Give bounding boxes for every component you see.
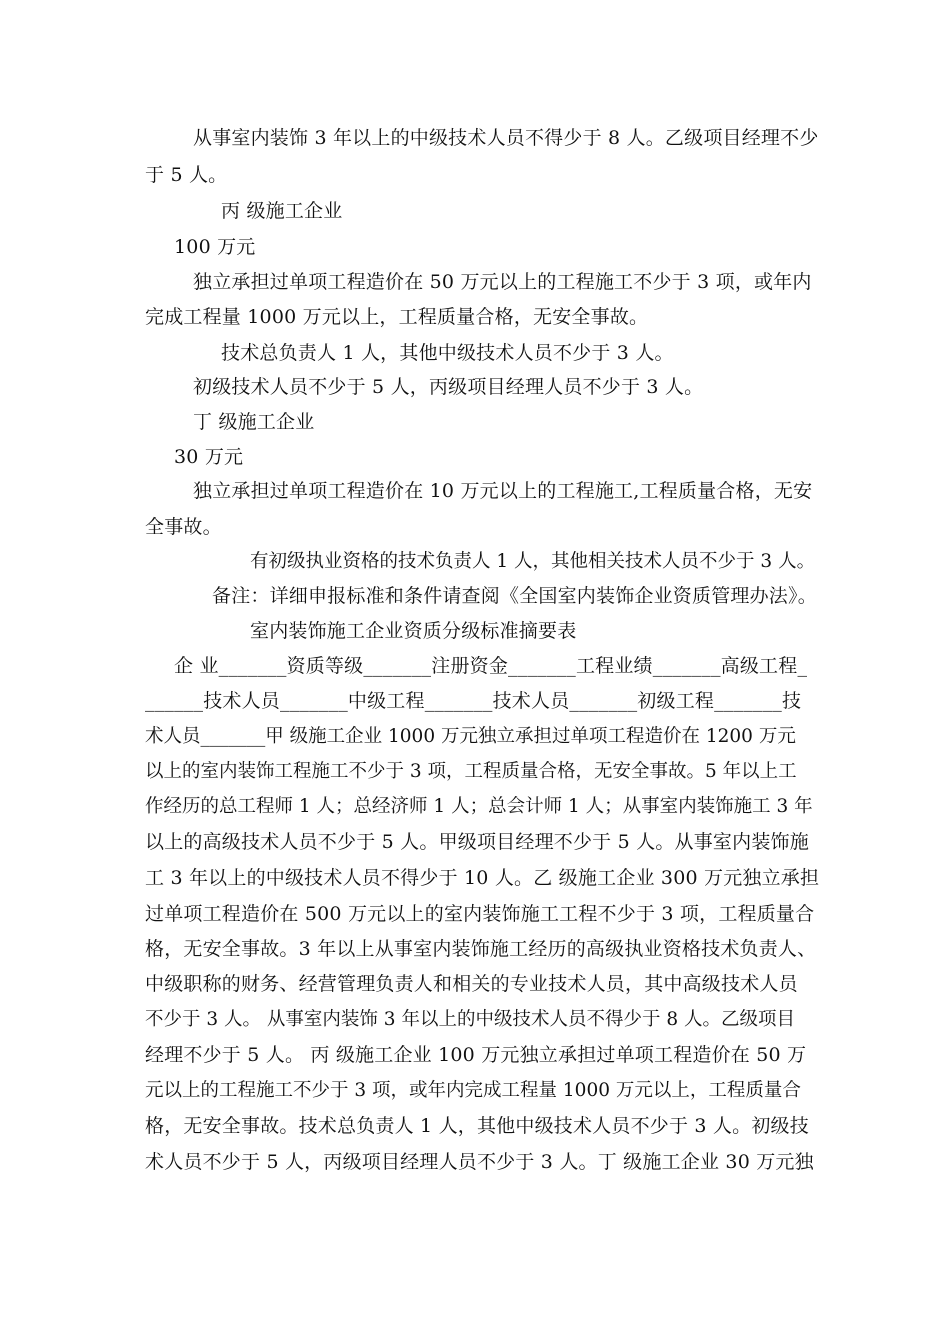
text-line: 不少于 3 人。 从事室内装饰 3 年以上的中级技术人员不得少于 8 人。乙级项目 — [145, 1009, 795, 1030]
text-line: 初级技术人员不少于 5 人，丙级项目经理人员不少于 3 人。 — [193, 376, 704, 398]
text-line: 以上的高级技术人员不少于 5 人。甲级项目经理不少于 5 人。从事室内装饰施 — [145, 831, 809, 853]
text-line: 过单项工程造价在 500 万元以上的室内装饰施工工程不少于 3 项，工程质量合 — [145, 903, 815, 925]
text-line: 术人员_______甲 级施工企业 1000 万元独立承担过单项工程造价在 1200 万元 — [145, 726, 796, 747]
text-line: 有初级执业资格的技术负责人 1 人，其他相关技术人员不少于 3 人。 — [250, 551, 816, 572]
note-line: 备注：详细申报标准和条件请查阅《全国室内装饰企业资质管理办法》。 — [212, 585, 817, 607]
text-line: 经理不少于 5 人。 丙 级施工企业 100 万元独立承担过单项工程造价在 50 万 — [145, 1044, 807, 1066]
text-line: 格，无安全事故。3 年以上从事室内装饰施工经历的高级执业资格技术负责人、 — [145, 938, 817, 960]
text-line: 独立承担过单项工程造价在 10 万元以上的工程施工,工程质量合格，无安 — [193, 480, 813, 502]
text-line: 中级职称的财务、经营管理负责人和相关的专业技术人员，其中高级技术人员 — [145, 973, 798, 995]
text-line: 以上的室内装饰工程施工不少于 3 项，工程质量合格，无安全事故。5 年以上工 — [145, 761, 797, 782]
text-line: 企 业_______资质等级_______注册资金_______工程业绩_______高级工程_ — [174, 655, 808, 677]
section-heading: 丙 级施工企业 — [221, 200, 343, 222]
text-line: 100 万元 — [174, 236, 256, 258]
text-line: 从事室内装饰 3 年以上的中级技术人员不得少于 8 人。乙级项目经理不少 — [193, 127, 819, 149]
text-line: 格，无安全事故。技术总负责人 1 人，其他中级技术人员不少于 3 人。初级技 — [145, 1115, 809, 1137]
text-line: 元以上的工程施工不少于 3 项，或年内完成工程量 1000 万元以上，工程质量合 — [145, 1080, 801, 1101]
section-heading: 丁 级施工企业 — [193, 411, 315, 433]
text-line: 于 5 人。 — [145, 164, 228, 186]
text-line: 作经历的总工程师 1 人；总经济师 1 人；总会计师 1 人；从事室内装饰施工 3 年 — [145, 796, 813, 817]
text-line: 工 3 年以上的中级技术人员不得少于 10 人。乙 级施工企业 300 万元独立承担 — [145, 867, 820, 889]
text-line: 30 万元 — [174, 446, 244, 468]
text-line: ______技术人员_______中级工程_______技术人员_______初级工程_______技 — [145, 690, 802, 712]
text-line: 完成工程量 1000 万元以上，工程质量合格，无安全事故。 — [145, 306, 649, 328]
text-line: 术人员不少于 5 人，丙级项目经理人员不少于 3 人。丁 级施工企业 30 万元独 — [145, 1151, 814, 1173]
table-title: 室内装饰施工企业资质分级标准摘要表 — [250, 620, 577, 642]
text-line: 全事故。 — [145, 516, 222, 538]
text-line: 独立承担过单项工程造价在 50 万元以上的工程施工不少于 3 项，或年内 — [193, 271, 812, 293]
text-line: 技术总负责人 1 人，其他中级技术人员不少于 3 人。 — [221, 342, 674, 364]
